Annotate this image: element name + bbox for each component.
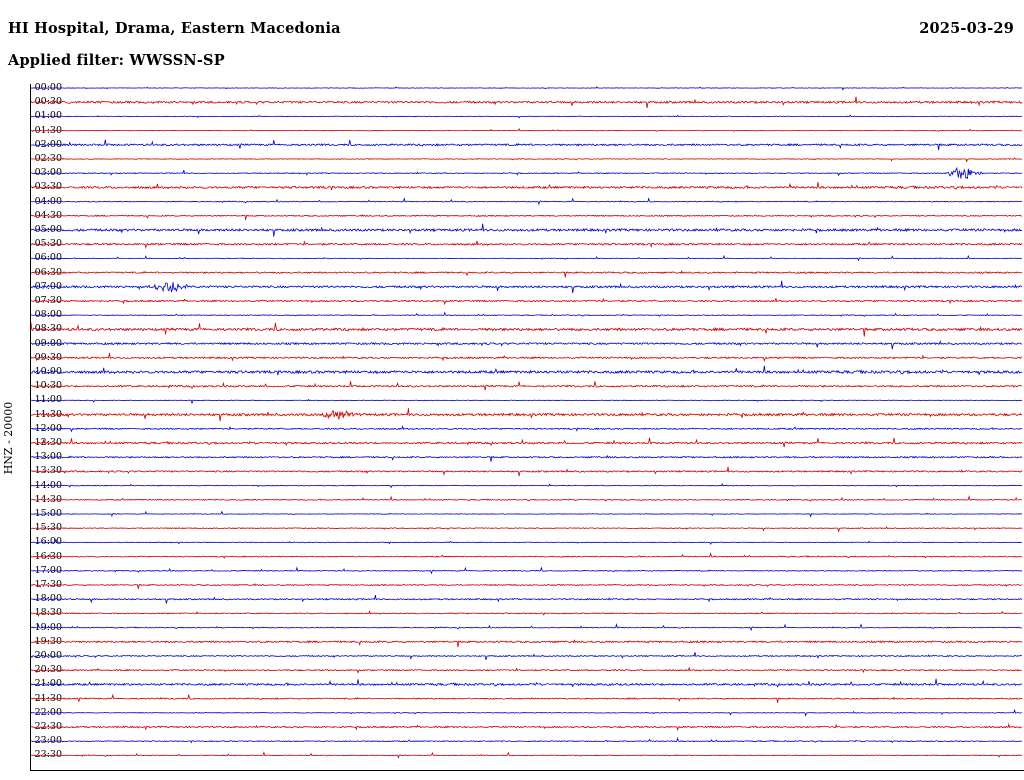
time-tick-label: 01:30 bbox=[34, 124, 62, 136]
trace-line bbox=[31, 584, 1022, 589]
time-tick-label: 10:30 bbox=[34, 380, 62, 392]
time-tick-label: 13:00 bbox=[34, 451, 62, 463]
time-tick-label: 22:30 bbox=[34, 721, 62, 732]
y-axis-title: HNZ - 20000 bbox=[2, 401, 15, 475]
time-tick-label: 16:30 bbox=[34, 550, 62, 562]
trace-line bbox=[31, 129, 1022, 132]
trace-line bbox=[31, 400, 1022, 404]
time-tick-label: 05:00 bbox=[34, 224, 62, 235]
trace-line bbox=[31, 353, 1022, 361]
trace-line bbox=[31, 652, 1022, 660]
time-tick-label: 04:30 bbox=[34, 209, 62, 221]
page-title: HI Hospital, Drama, Eastern Macedonia bbox=[8, 20, 341, 37]
time-tick-label: 08:00 bbox=[34, 309, 62, 321]
chart-header bbox=[0, 0, 1024, 78]
time-tick-label: 21:00 bbox=[34, 678, 62, 690]
trace-line bbox=[31, 527, 1022, 532]
trace-line bbox=[31, 281, 1022, 293]
trace-line bbox=[31, 738, 1022, 742]
trace-line bbox=[31, 238, 1022, 250]
trace-line bbox=[31, 611, 1022, 615]
time-tick-label: 20:00 bbox=[34, 650, 62, 661]
trace-line bbox=[31, 337, 1022, 349]
filter-label: Applied filter: WWSSN-SP bbox=[8, 52, 225, 69]
time-tick-label: 06:30 bbox=[34, 266, 62, 278]
time-tick-label: 06:00 bbox=[34, 252, 62, 264]
time-tick-label: 19:00 bbox=[34, 621, 62, 633]
time-tick-label: 09:00 bbox=[34, 337, 62, 349]
trace-line bbox=[31, 426, 1022, 431]
time-tick-label: 08:30 bbox=[34, 323, 62, 335]
seismogram-traces bbox=[30, 78, 1024, 778]
trace-line bbox=[31, 181, 1022, 193]
trace-line bbox=[31, 168, 1022, 178]
time-tick-label: 14:30 bbox=[34, 493, 62, 505]
time-tick-label: 14:00 bbox=[34, 479, 62, 491]
trace-line bbox=[31, 554, 1022, 559]
time-tick-label: 03:00 bbox=[34, 167, 62, 179]
trace-line bbox=[31, 456, 1022, 462]
trace-container bbox=[30, 78, 1024, 778]
trace-line bbox=[31, 97, 1022, 108]
time-tick-label: 18:30 bbox=[34, 607, 62, 619]
trace-line bbox=[31, 115, 1022, 118]
time-tick-label: 21:30 bbox=[34, 692, 62, 704]
time-tick-label: 10:00 bbox=[34, 366, 62, 377]
time-tick-label: 07:00 bbox=[34, 280, 62, 292]
time-tick-label: 12:00 bbox=[34, 422, 62, 434]
trace-line bbox=[31, 753, 1022, 758]
trace-line bbox=[31, 467, 1022, 476]
trace-line bbox=[31, 295, 1022, 306]
trace-line bbox=[31, 512, 1022, 517]
time-tick-label: 04:00 bbox=[34, 195, 62, 207]
trace-line bbox=[31, 438, 1022, 447]
trace-line bbox=[31, 724, 1022, 729]
time-tick-label: 00:00 bbox=[34, 82, 62, 93]
helicorder-plot bbox=[0, 78, 1024, 778]
trace-line bbox=[31, 710, 1022, 715]
trace-line bbox=[31, 224, 1022, 237]
trace-line bbox=[31, 271, 1022, 277]
trace-line bbox=[31, 678, 1022, 690]
time-tick-label: 02:30 bbox=[34, 153, 62, 164]
time-tick-label: 03:30 bbox=[34, 181, 62, 193]
time-tick-label: 18:00 bbox=[34, 593, 62, 605]
trace-line bbox=[31, 640, 1022, 647]
time-tick-label: 02:00 bbox=[34, 138, 62, 150]
time-tick-label: 07:30 bbox=[34, 295, 62, 306]
time-tick-label: 05:30 bbox=[34, 238, 62, 250]
time-tick-label: 13:30 bbox=[34, 465, 62, 477]
trace-line bbox=[31, 621, 1022, 633]
time-tick-label: 23:00 bbox=[34, 735, 62, 747]
trace-line bbox=[31, 668, 1022, 673]
trace-line bbox=[31, 140, 1022, 150]
time-tick-label: 20:30 bbox=[34, 664, 62, 676]
time-tick-label: 17:00 bbox=[34, 564, 62, 576]
time-tick-label: 22:00 bbox=[34, 706, 62, 718]
trace-line bbox=[31, 366, 1022, 376]
time-tick-label: 09:30 bbox=[34, 351, 62, 363]
trace-line bbox=[31, 497, 1022, 502]
trace-line bbox=[31, 692, 1022, 704]
time-tick-label: 12:30 bbox=[34, 437, 62, 448]
time-tick-label: 01:00 bbox=[34, 110, 62, 122]
trace-line bbox=[31, 158, 1022, 162]
time-tick-label: 15:00 bbox=[34, 508, 62, 519]
trace-line bbox=[31, 87, 1022, 90]
time-tick-label: 15:30 bbox=[34, 522, 62, 534]
date-label: 2025-03-29 bbox=[919, 20, 1014, 37]
trace-line bbox=[31, 381, 1022, 390]
time-tick-label: 23:30 bbox=[34, 749, 62, 761]
time-tick-label: 19:30 bbox=[34, 635, 62, 647]
trace-line bbox=[31, 408, 1022, 421]
trace-line bbox=[31, 484, 1022, 487]
time-tick-label: 17:30 bbox=[34, 579, 62, 590]
trace-line bbox=[31, 256, 1022, 260]
trace-line bbox=[31, 595, 1022, 603]
trace-line bbox=[31, 564, 1022, 576]
time-tick-label: 16:00 bbox=[34, 536, 62, 548]
time-tick-label: 11:30 bbox=[34, 408, 62, 420]
time-tick-label: 00:30 bbox=[34, 96, 62, 108]
trace-line bbox=[31, 195, 1022, 207]
time-tick-label: 11:00 bbox=[34, 394, 62, 406]
trace-line bbox=[31, 540, 1022, 544]
trace-line bbox=[31, 313, 1022, 317]
trace-line bbox=[31, 323, 1022, 337]
trace-line bbox=[31, 215, 1022, 220]
